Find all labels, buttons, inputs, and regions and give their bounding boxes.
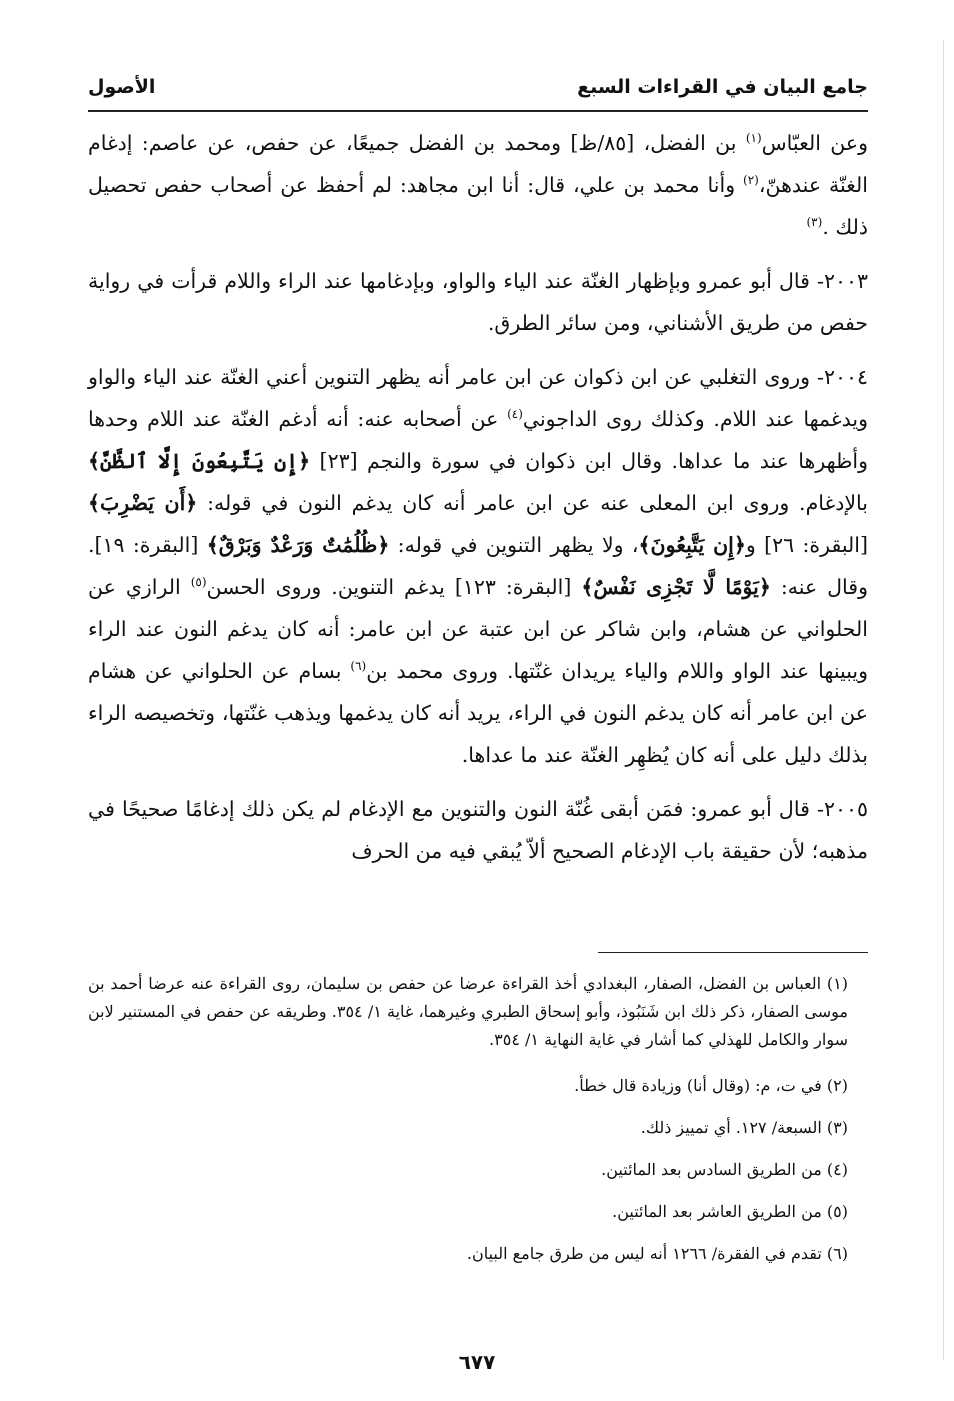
footnote-6: (٦) تقدم في الفقرة/ ١٢٦٦ أنه ليس من طرق جامع البيان. <box>466 1244 848 1263</box>
section-title: الأصول <box>88 76 156 98</box>
paragraph <box>88 260 868 344</box>
quran-quote: ﴿إِن يَتَّبِعُونَ إِلَّا ٱلظَّنَّ﴾ <box>88 449 311 473</box>
quran-quote: ﴿إِن يَتَّبِعُونَ﴾ <box>638 533 746 557</box>
footnote-ref: (٥) <box>190 575 207 590</box>
footnote-ref: (٦) <box>350 659 367 674</box>
text-run: [البقرة: ١٢٣] يدغم التنوين. وروى الحسن <box>206 575 582 599</box>
text-run: الرازي عن الحلواني عن هشام، وابن شاكر عن ابن عتبة عن ابن عامر: أنه كان يدغم النون عند الراء ويبينها عند الواو واللام والياء يريدان غنّتها. وروى محمد بن <box>88 575 868 683</box>
text-run: بن الفضل، [٨٥/ظ] ومحمد بن الفضل جميعًا، عن حفص، عن عاصم: إدغام الغنّة عندهنّ، <box>88 131 868 197</box>
text-run: ، ولا يظهر التنوين في قوله: <box>389 533 639 557</box>
footnote-2: (٢) في ت، م: (وقال أنا) وزيادة قال خطأ. <box>574 1076 848 1095</box>
text-run: ٢٠٠٣- قال أبو عمرو وبإظهار الغنّة عند الياء والواو، وبإدغامها عند الراء واللام قرأت في رواية حفص من طريق الأشناني، ومن سائر الطرق. <box>88 269 868 335</box>
quran-quote: ﴿يَوْمًا لَّا تَجْزِى نَفْسٌ﴾ <box>581 575 771 599</box>
footnote-4: (٤) من الطريق السادس بعد المائتين. <box>601 1160 848 1179</box>
footnotes <box>88 970 848 1282</box>
book-title: جامع البيان في القراءات السبع <box>577 76 868 98</box>
page-edge <box>943 40 944 1360</box>
text-run: بسام عن الحلواني عن هشام عن ابن عامر أنه كان يدغم النون في الراء، يريد أنه كان يدغمها ويذهب غنّتها، وتخصيصه الراء بذلك دليل على أنه كان يُظهِر الغنّة عند ما عداها. <box>88 659 868 767</box>
footnote-1: (١) العباس بن الفضل، الصفار، البغدادي أخذ القراءة عرضا عن حفص بن سليمان، روى القراءة عنه عرضا أحمد بن موسى الصفار، ذكر ذلك ابن شَنَبُوذ، وأبو إسحاق الطبري وغيرهما، غاية ١/ ٣٥٤. وطريقه عن حفص في المستنير لابن سوار والكامل للهذلي كما أشار في غاية النهاية ١/ ٣٥٤. <box>88 974 849 1049</box>
text-run: [البقرة: ١٩]. وقال عنه: <box>88 533 868 599</box>
footnote-ref: (٣) <box>806 215 823 230</box>
footnote-3: (٣) السبعة/ ١٢٧. أي تمييز ذلك. <box>640 1118 848 1137</box>
text-run: وأنا محمد بن علي، قال: أنا ابن مجاهد: لم أحفظ عن أصحاب حفص تحصيل ذلك . <box>88 173 868 239</box>
main-text <box>88 122 868 884</box>
quran-quote: ﴿ظُلُمَٰتٌ وَرَعْدٌ وَبَرْقٌ﴾ <box>206 533 390 557</box>
footnote-ref: (٤) <box>507 407 523 422</box>
quran-quote: ﴿أَن يَضْرِبَ﴾ <box>88 491 198 515</box>
paragraph <box>88 788 868 872</box>
text-run: [البقرة: ٢٦] و <box>745 533 868 557</box>
footnote-ref: (٢) <box>743 173 759 188</box>
footnote-rule <box>598 952 868 953</box>
text-run: ٢٠٠٤- وروى التغلبي عن ابن ذكوان عن ابن عامر أنه يظهر التنوين أعني الغنّة عند الياء والواو ويدغمها عند اللام. وكذلك روى الداجوني <box>88 365 868 431</box>
text-run: عن أصحابه عنه: أنه أدغم الغنّة عند اللام وحدها وأظهرها عند ما عداها. وقال ابن ذكوان في سورة والنجم [٢٣] <box>88 407 869 473</box>
header-rule <box>88 110 868 112</box>
footnote-ref: (١) <box>745 131 762 146</box>
text-run: بالإدغام. وروى ابن المعلى عنه عن ابن عامر أنه كان يدغم النون في قوله: <box>197 491 868 515</box>
text-run: ٢٠٠٥- قال أبو عمرو: فمَن أبقى غُنّة النون والتنوين مع الإدغام لم يكن ذلك إدغامًا صحيحًا في مذهبه؛ لأن حقيقة باب الإدغام الصحيح ألاّ يُبقي فيه من الحرف <box>88 797 868 863</box>
running-header <box>88 72 868 106</box>
paragraph <box>88 356 868 776</box>
footnote-5: (٥) من الطريق العاشر بعد المائتين. <box>612 1202 848 1221</box>
text-run: وعن العبّاس <box>761 131 868 155</box>
page-number: ٦٧٧ <box>458 1350 496 1374</box>
paragraph <box>88 122 868 248</box>
